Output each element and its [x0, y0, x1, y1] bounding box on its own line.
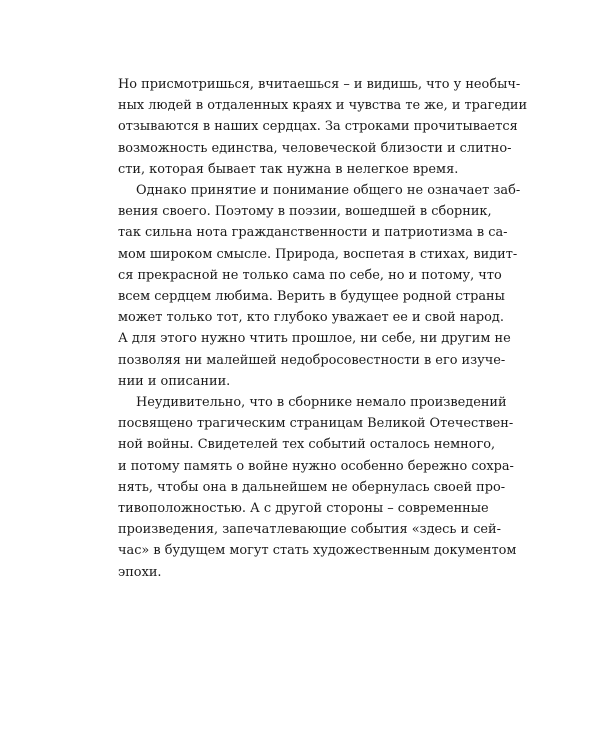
paragraph-1-line-5: сти, которая бывает так нужна в нелегкое время. [118, 161, 459, 177]
paragraph-2-line-6: всем сердцем любима. Верить в будущее родной страны [118, 289, 505, 305]
paragraph-1 [118, 74, 528, 180]
paragraph-2-line-1: Однако принятие и понимание общего не означает заб- [136, 183, 521, 199]
paragraph-1-line-3: отзываются в наших сердцах. За строками прочитывается [118, 119, 518, 135]
paragraph-3-line-5: нять, чтобы она в дальнейшем не обернулась своей про- [118, 479, 506, 495]
paragraph-1-line-4: возможность единства, человеческой близости и слитно- [118, 140, 512, 156]
paragraph-2-line-3: так сильна нота гражданственности и патриотизма в са- [118, 225, 508, 241]
paragraph-2-line-10: нии и описании. [118, 373, 231, 389]
paragraph-2-line-9: позволяя ни малейшей недобросовестности в его изуче- [118, 352, 506, 368]
body-text [118, 74, 528, 583]
paragraph-3-line-9: эпохи. [118, 564, 162, 580]
paragraph-3 [118, 392, 517, 583]
paragraph-3-line-8: час» в будущем могут стать художественным документом [118, 543, 517, 559]
paragraph-3-line-7: произведения, запечатлевающие события «здесь и сей- [118, 522, 502, 538]
paragraph-3-line-1: Неудивительно, что в сборнике немало произведений [136, 395, 507, 411]
paragraph-2-line-2: вения своего. Поэтому в поэзии, вошедшей в сборник, [118, 204, 492, 220]
paragraph-2-line-7: может только тот, кто глубоко уважает ее и свой народ. [118, 310, 504, 326]
paragraph-2-line-4: мом широком смысле. Природа, воспетая в стихах, видит- [118, 246, 518, 262]
paragraph-2-line-5: ся прекрасной не только сама по себе, но и потому, что [118, 267, 502, 283]
paragraph-3-line-2: посвящено трагическим страницам Великой Отечествен- [118, 416, 514, 432]
paragraph-2 [118, 180, 521, 392]
paragraph-2-line-8: А для этого нужно чтить прошлое, ни себе, ни другим не [118, 331, 511, 347]
paragraph-1-line-2: ных людей в отдаленных краях и чувства те же, и трагедии [118, 98, 528, 114]
paragraph-3-line-4: и потому память о войне нужно особенно бережно сохра- [118, 458, 514, 474]
paragraph-3-line-3: ной войны. Свидетелей тех событий осталось немного, [118, 437, 496, 453]
paragraph-3-line-6: тивоположностью. А с другой стороны – современные [118, 501, 489, 517]
paragraph-1-line-1: Но присмотришься, вчитаешься – и видишь, что у необыч- [118, 77, 521, 92]
